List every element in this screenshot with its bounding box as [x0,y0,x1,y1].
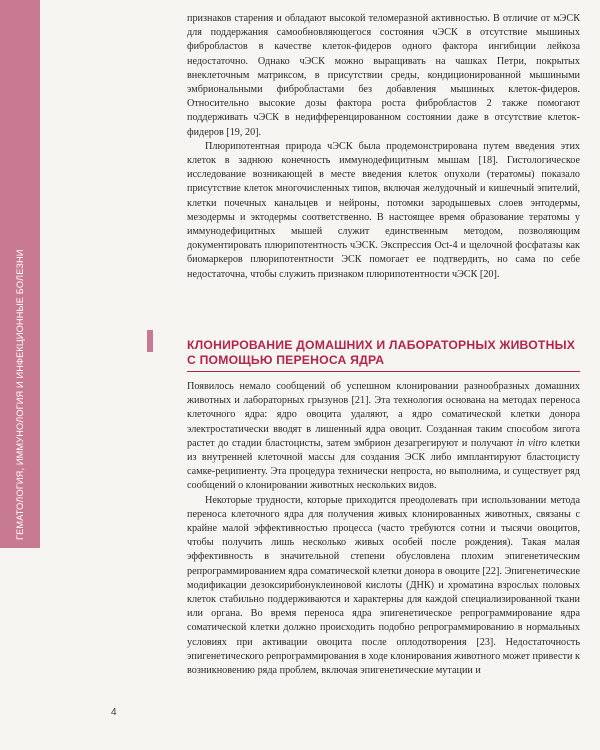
section-paragraph-1 [187,380,580,494]
main-text-top [187,12,580,282]
section-marker [147,330,153,352]
sidebar-vertical-title: ГЕМАТОЛОГИЯ, ИММУНОЛОГИЯ И ИНФЕКЦИОННЫЕ БОЛЕЗНИ [15,249,25,540]
section-heading: КЛОНИРОВАНИЕ ДОМАШНИХ И ЛАБОРАТОРНЫХ ЖИВОТНЫХ С ПОМОЩЬЮ ПЕРЕНОСА ЯДРА [187,338,576,367]
section-paragraph-1-a: Появилось немало сообщений об успешном клонировании разнообразных домашних животных и лабораторных грызунов [21]. Эта технология основана на методах переноса клеточного ядра: ядро овоцита удаляют, а ядро соматической клетки донора электростатически вводят в лишенный ядра овоцит. Созданная таким способом зигота растет до стадии бластоцисты, затем эмбрион дезагрегируют и получают [187,381,580,449]
paragraph-2: Плюрипотентная природа чЭСК была продемонстрирована путем введения этих клеток в заднюю конечность иммунодефицитным мышам [18]. Гистологическое исследование возникающей в месте введения клеток опухоли (тератомы) показало присутствие клеток многочисленных типов, включая желудочный и кишечный эпителий, клетки почечных канальцев и нейроны, потомки зародышевых слоев энтодермы, мезодермы и эктодермы соответственно. В настоящее время образование тератомы у иммунодефицитных мышей служит единственным методом, позволяющим документировать плюрипотентность чЭСК. Экспрессия Oct-4 и щелочной фосфатазы как биомаркеров плюрипотентности ЭСК помогает ее подтвердить, но сама по себе недостаточна, чтобы служить признаком плюрипотентности чЭСК [20]. [187,140,580,280]
main-text-section [187,380,580,678]
section-paragraph-1-b: клетки из внутренней клеточной массы для создания ЭСК либо имплантируют бластоцисту самке-реципиенту. Эта процедура технически непроста, но выполнима, и существует ряд сообщений о клонировании животных нескольких видов. [187,437,580,492]
page-number: 4 [111,707,117,718]
paragraph-1: признаков старения и обладают высокой теломеразной активностью. В отличие от мЭСК для поддержания самообновляющегося состояния чЭСК в отсутствие мышиных фибробластов в качестве клеток-фидеров одного фактора ингибиции лейкоза недостаточно. Однако чЭСК можно выращивать на чашках Петри, покрытых внеклеточным матриксом, в присутствии среды, кондиционированной мышиными эмбриональными фибробластами без добавления мышиных клеток-фидеров. Относительно высокие дозы фактора роста фибробластов 2 также помогают поддерживать чЭСК в недифференцированном состоянии даже в отсутствие клеток-фидеров [19, 20]. [187,13,580,138]
heading-rule [187,371,580,372]
in-vitro-italic: in vitro [516,437,547,449]
sidebar [0,0,147,548]
section-paragraph-2: Некоторые трудности, которые приходится преодолевать при использовании метода переноса клеточного ядра для получения живых клонированных животных, связаны с крайне малой эффективностью процесса (часто требуются сотни и тысячи овоцитов, чтобы получить лишь несколько живых особей после рождения). Такая малая эффективность в значительной степени обусловлена плохим эпигенетическим репрограммированием ядра соматической клетки донора в овоците [22]. Эпигенетические модификации дезоксирибонуклеиновой кислоты (ДНК) и хроматина взрослых половых клеток стабильно поддерживаются и характерны для каждой специализированной ткани или органа. Во время переноса ядра эпигенетическое репрограммирование ядра соматической клетки должно происходить подобно репрограммированию в нормальных условиях при активации овоцита после оплодотворения [23]. Недостаточность эпигенетического репрограммирования в ходе клонирования животного может привести к возникновению ряда проблем, включая эпигенетические мутации и [187,494,580,677]
